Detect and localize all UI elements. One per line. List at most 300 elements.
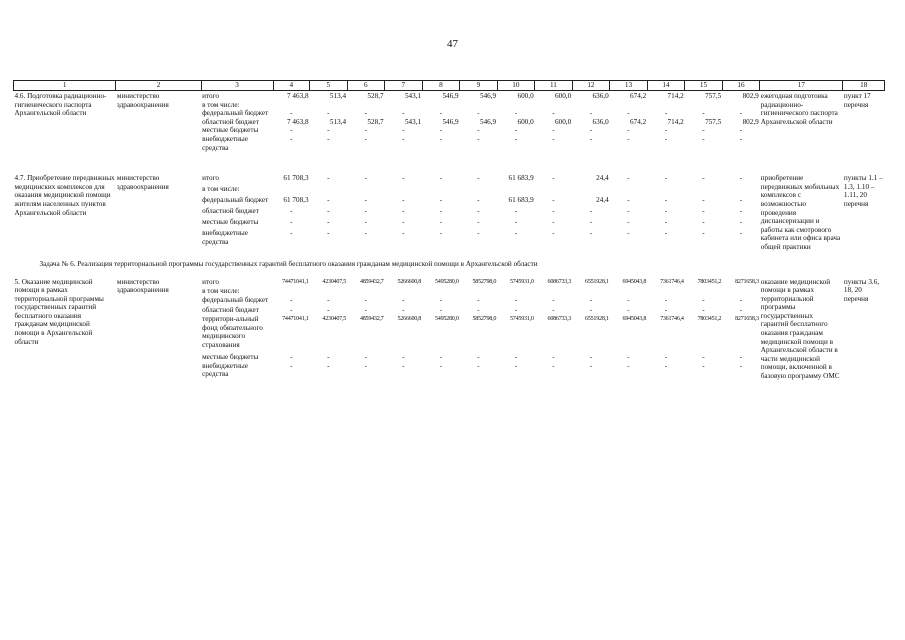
value-cell: - — [739, 109, 743, 118]
value-cell: - — [364, 296, 368, 305]
column-number-10: 10 — [497, 81, 535, 91]
list-reference: пункт 17 перечня — [843, 92, 871, 109]
value-cell: 802,9 — [742, 117, 759, 126]
value-cell: 636,0 — [592, 117, 609, 126]
value-cell: - — [589, 361, 593, 370]
value-cell: 543,1 — [404, 117, 422, 126]
program-table — [13, 80, 885, 381]
value-cell: - — [702, 174, 705, 183]
value-cell: - — [739, 296, 743, 305]
value-cell: - — [552, 361, 555, 370]
value-cell: 5852798,0 — [472, 316, 497, 322]
value-cell: - — [327, 196, 330, 205]
value-cell: 757,5 — [705, 92, 722, 100]
value-cell: 546,9 — [479, 92, 497, 100]
value-cell: - — [290, 352, 293, 361]
value-cell: - — [739, 229, 743, 238]
value-cell — [273, 287, 310, 296]
column-number-18: 18 — [843, 81, 885, 91]
value-cell: - — [552, 218, 555, 227]
value-cell: - — [627, 218, 630, 227]
value-cell: - — [402, 174, 405, 183]
value-cell: - — [477, 352, 480, 361]
value-cell — [722, 287, 760, 296]
value-cell: - — [402, 229, 405, 238]
value-cell: 61 708,3 — [283, 196, 309, 205]
value-cell: - — [702, 207, 705, 216]
value-cell: - — [589, 109, 593, 118]
value-cell: - — [364, 229, 368, 238]
value-cell: - — [402, 352, 405, 361]
value-cell: - — [514, 305, 518, 314]
column-number-11: 11 — [535, 81, 573, 91]
value-cell: 24,4 — [596, 174, 609, 183]
spacer-row — [14, 152, 885, 174]
value-cell: - — [552, 305, 555, 314]
value-cell: - — [589, 305, 593, 314]
value-cell — [685, 101, 723, 110]
value-cell: 74471041,1 — [282, 316, 309, 322]
expected-result: оказание медицинской помощи в рамках территориальной программы государственных гарантий бесплатного оказания гражданам медицинской помощи в Архангельской области в части медицинской помощи, включенной в базовую программу ОМС — [760, 277, 840, 381]
value-cell — [722, 185, 760, 196]
source-label: итого — [202, 174, 219, 183]
value-cell: - — [664, 126, 668, 135]
value-cell: 4859432,7 — [359, 278, 384, 285]
value-cell: - — [739, 126, 743, 135]
value-cell — [310, 185, 348, 196]
value-cell: 600,0 — [517, 92, 534, 100]
column-number-6: 6 — [347, 81, 385, 91]
value-cell: 6551928,1 — [585, 278, 609, 285]
value-cell: 757,5 — [705, 117, 722, 126]
value-cell: - — [327, 126, 330, 135]
column-number-1: 1 — [14, 81, 116, 91]
value-cell — [535, 101, 573, 110]
value-cell — [685, 185, 723, 196]
value-cell: 7803451,2 — [697, 278, 722, 285]
value-cell: - — [439, 207, 443, 216]
source-label: местные бюджеты — [202, 352, 259, 361]
value-cell: 5495280,0 — [434, 316, 459, 322]
value-cell — [647, 287, 685, 296]
value-cell: - — [739, 207, 743, 216]
value-cell: 600,0 — [555, 92, 572, 100]
value-cell: - — [439, 296, 443, 305]
value-cell: 7361746,4 — [660, 316, 684, 322]
value-cell: - — [589, 352, 593, 361]
value-cell: 74471041,1 — [282, 278, 309, 285]
source-label: внебюджетные средства — [202, 229, 248, 246]
column-number-4: 4 — [273, 81, 310, 91]
value-cell — [647, 101, 685, 110]
value-cell: - — [664, 109, 668, 118]
value-cell — [273, 101, 310, 110]
value-cell: - — [477, 126, 480, 135]
value-cell: - — [702, 126, 705, 135]
value-cell: 5745931,0 — [510, 316, 534, 322]
value-cell: - — [664, 305, 668, 314]
value-cell: - — [327, 218, 330, 227]
value-cell: - — [477, 207, 480, 216]
value-cell: - — [552, 296, 555, 305]
source-label: в том числе: — [202, 100, 240, 109]
value-cell: - — [439, 361, 443, 370]
value-cell: 5266600,8 — [397, 278, 422, 285]
value-cell: - — [514, 207, 518, 216]
value-cell: - — [290, 218, 293, 227]
value-cell: 5852798,0 — [472, 278, 497, 285]
value-cell: 674,2 — [630, 117, 647, 126]
value-cell: - — [514, 134, 518, 143]
value-cell: - — [552, 109, 555, 118]
value-cell: - — [664, 174, 668, 183]
value-cell: - — [627, 109, 630, 118]
column-number-16: 16 — [722, 81, 760, 91]
source-label: в том числе: — [202, 185, 240, 194]
value-cell: - — [477, 196, 480, 205]
column-number-2: 2 — [116, 81, 201, 91]
value-cell — [610, 287, 648, 296]
value-cell — [535, 185, 573, 196]
value-cell: 802,9 — [742, 92, 759, 100]
value-cell: - — [439, 218, 443, 227]
value-cell: 543,1 — [404, 92, 422, 100]
value-cell: 636,0 — [592, 92, 609, 100]
source-label: областной бюджет — [202, 207, 259, 216]
value-cell — [273, 185, 310, 196]
value-cell: - — [402, 196, 405, 205]
source-label: местные бюджеты — [202, 126, 259, 135]
value-cell: - — [739, 352, 743, 361]
value-cell: - — [364, 352, 368, 361]
value-cell — [647, 185, 685, 196]
value-cell: - — [702, 196, 705, 205]
value-cell: 4859432,7 — [359, 316, 384, 322]
value-cell: - — [514, 352, 518, 361]
value-cell — [347, 185, 385, 196]
value-cell: 513,4 — [329, 117, 347, 126]
value-cell: 5266600,8 — [397, 316, 422, 322]
value-cell: 546,9 — [442, 117, 459, 126]
value-cell: - — [739, 305, 743, 314]
value-cell: 6945043,8 — [622, 316, 647, 322]
source-label: областной бюджет — [202, 117, 259, 126]
value-cell: - — [552, 174, 555, 183]
value-cell: - — [664, 207, 668, 216]
value-cell: 4230407,5 — [322, 316, 347, 322]
value-cell: - — [552, 196, 555, 205]
value-cell: 8271658,3 — [735, 316, 759, 322]
value-cell — [422, 287, 460, 296]
value-cell: 24,4 — [596, 196, 609, 205]
value-cell: - — [327, 361, 330, 370]
value-cell: - — [552, 229, 555, 238]
value-cell: - — [514, 361, 518, 370]
measure-name: 4.6. Подготовка радиационно-гигиенического паспорта Архангельской области — [14, 92, 107, 118]
column-number-12: 12 — [572, 81, 610, 91]
value-cell: - — [627, 305, 630, 314]
column-number-8: 8 — [422, 81, 460, 91]
value-cell: - — [327, 305, 330, 314]
column-number-13: 13 — [610, 81, 648, 91]
value-cell: - — [439, 109, 443, 118]
value-cell: - — [290, 361, 293, 370]
value-cell: 600,0 — [517, 117, 534, 126]
value-cell: - — [439, 134, 443, 143]
value-cell: 714,2 — [667, 92, 684, 100]
value-cell: - — [290, 134, 293, 143]
value-cell: - — [327, 207, 330, 216]
value-cell — [310, 101, 348, 110]
value-cell: - — [439, 229, 443, 238]
value-cell: - — [477, 174, 480, 183]
value-cell: - — [627, 296, 630, 305]
column-number-15: 15 — [685, 81, 723, 91]
value-cell: 6551928,1 — [585, 316, 609, 322]
value-cell — [572, 185, 610, 196]
value-cell: - — [627, 361, 630, 370]
value-cell: - — [402, 207, 405, 216]
value-cell: - — [290, 126, 293, 135]
task-title: Задача № 6. Реализация территориальной программы государственных гарантий бесплатного оказания гражданам медицинской помощи в Архангельской области — [39, 260, 538, 269]
value-cell: - — [290, 296, 293, 305]
value-cell — [497, 287, 535, 296]
column-number-7: 7 — [385, 81, 423, 91]
executor: министерство здравоохранения — [116, 174, 169, 191]
value-cell: - — [477, 218, 480, 227]
value-cell — [497, 101, 535, 110]
value-cell: - — [514, 109, 518, 118]
value-cell: - — [552, 134, 555, 143]
list-reference: пункты 1.1 – 1.3, 1.10 – 1.11, 20 перечня — [843, 174, 883, 208]
value-cell — [310, 287, 348, 296]
expected-result: приобретение передвижных мобильных комплексов с возможностью проведения диспансеризации и работы как смотрового кабинета или офиса врача общей практики — [760, 174, 841, 251]
value-cell: - — [402, 126, 405, 135]
table-row — [14, 174, 885, 185]
value-cell: - — [589, 134, 593, 143]
value-cell: - — [402, 296, 405, 305]
value-cell — [422, 185, 460, 196]
value-cell: - — [702, 218, 705, 227]
measure-name: 4.7. Приобретение передвижных медицинских комплексов для оказания медицинской помощи жителям населенных пунктов Архангельской области — [14, 174, 115, 217]
value-cell: - — [364, 196, 368, 205]
value-cell: - — [739, 174, 743, 183]
value-cell: - — [364, 126, 368, 135]
value-cell: 546,9 — [442, 92, 459, 100]
value-cell: - — [739, 218, 743, 227]
value-cell — [460, 287, 498, 296]
value-cell: - — [702, 361, 705, 370]
value-cell: - — [702, 305, 705, 314]
source-label: федеральный бюджет — [202, 196, 269, 205]
value-cell: 6086733,3 — [547, 316, 572, 322]
value-cell: - — [477, 361, 480, 370]
value-cell: - — [739, 196, 743, 205]
value-cell: 61 708,3 — [283, 174, 309, 183]
value-cell: - — [402, 361, 405, 370]
value-cell: 6945043,8 — [622, 278, 647, 285]
source-label: итого — [202, 92, 219, 100]
value-cell: - — [364, 207, 368, 216]
value-cell: - — [290, 229, 293, 238]
value-cell: - — [552, 352, 555, 361]
executor: министерство здравоохранения — [116, 277, 169, 295]
value-cell: - — [702, 229, 705, 238]
value-cell: - — [477, 229, 480, 238]
value-cell: - — [477, 305, 480, 314]
value-cell: - — [552, 207, 555, 216]
value-cell: - — [477, 134, 480, 143]
value-cell: 7 463,8 — [287, 117, 309, 126]
value-cell: - — [290, 305, 293, 314]
value-cell: - — [514, 218, 518, 227]
page-number: 47 — [447, 38, 458, 50]
source-label: местные бюджеты — [202, 218, 259, 227]
list-reference: пункты 3.6, 18, 20 перечня — [843, 277, 880, 303]
value-cell: 5495280,0 — [434, 278, 459, 285]
value-cell: - — [439, 352, 443, 361]
value-cell: - — [664, 134, 668, 143]
value-cell: - — [702, 134, 705, 143]
source-label: внебюджетные средства — [202, 134, 248, 152]
value-cell: - — [627, 174, 630, 183]
value-cell: 7803451,2 — [697, 316, 722, 322]
value-cell: 7 463,8 — [287, 92, 309, 100]
value-cell: - — [514, 229, 518, 238]
value-cell — [347, 101, 385, 110]
executor: министерство здравоохранения — [116, 92, 169, 109]
column-number-9: 9 — [460, 81, 498, 91]
value-cell — [385, 287, 423, 296]
value-cell: - — [327, 134, 330, 143]
value-cell: - — [514, 126, 518, 135]
value-cell: - — [627, 207, 630, 216]
value-cell: 5745931,0 — [510, 278, 534, 285]
value-cell: - — [664, 218, 668, 227]
value-cell: - — [402, 218, 405, 227]
source-label: федеральный бюджет — [202, 296, 269, 305]
source-label: в том числе: — [202, 286, 240, 295]
value-cell: - — [627, 196, 630, 205]
value-cell: 6086733,3 — [547, 278, 572, 285]
value-cell: - — [364, 174, 368, 183]
value-cell: - — [327, 352, 330, 361]
value-cell: - — [364, 305, 368, 314]
value-cell — [497, 185, 535, 196]
value-cell — [572, 287, 610, 296]
value-cell: 600,0 — [555, 117, 572, 126]
value-cell: - — [439, 196, 443, 205]
task-row — [14, 252, 885, 278]
value-cell — [685, 287, 723, 296]
header-row — [14, 81, 885, 91]
value-cell — [385, 101, 423, 110]
value-cell: - — [327, 229, 330, 238]
value-cell — [610, 185, 648, 196]
source-label: итого — [202, 277, 219, 286]
column-number-5: 5 — [310, 81, 348, 91]
source-label: областной бюджет — [202, 305, 259, 314]
value-cell: - — [664, 196, 668, 205]
value-cell — [460, 185, 498, 196]
measure-name: 5. Оказание медицинской помощи в рамках территориальной программы государственных гарантий бесплатного оказания гражданам медицинской помощи в Архангельской области — [14, 277, 104, 346]
value-cell: - — [589, 229, 593, 238]
source-label: территори-альный фонд обязательного медицинского страхования — [202, 315, 263, 349]
value-cell — [610, 101, 648, 110]
value-cell: - — [477, 296, 480, 305]
value-cell: - — [702, 296, 705, 305]
value-cell: 61 683,9 — [508, 196, 534, 205]
value-cell: 528,7 — [367, 92, 384, 100]
value-cell: - — [739, 361, 743, 370]
value-cell: - — [364, 134, 368, 143]
value-cell: - — [402, 109, 405, 118]
value-cell: - — [664, 352, 668, 361]
value-cell: - — [702, 109, 705, 118]
value-cell: - — [664, 296, 668, 305]
value-cell: 528,7 — [367, 117, 384, 126]
value-cell: - — [589, 207, 593, 216]
value-cell: - — [589, 126, 593, 135]
source-label: внебюджетные средства — [202, 361, 248, 379]
value-cell: - — [327, 296, 330, 305]
value-cell: - — [514, 296, 518, 305]
value-cell: - — [627, 126, 630, 135]
value-cell: - — [439, 174, 443, 183]
value-cell — [535, 287, 573, 296]
column-number-17: 17 — [760, 81, 843, 91]
value-cell: - — [627, 352, 630, 361]
column-number-14: 14 — [647, 81, 685, 91]
source-label: федеральный бюджет — [202, 109, 269, 118]
value-cell: - — [439, 126, 443, 135]
column-number-3: 3 — [201, 81, 273, 91]
value-cell: - — [290, 207, 293, 216]
table-row — [14, 278, 885, 287]
table-row — [14, 91, 885, 101]
value-cell: 61 683,9 — [508, 174, 534, 183]
value-cell: - — [589, 218, 593, 227]
value-cell: - — [402, 134, 405, 143]
value-cell — [422, 101, 460, 110]
value-cell: 513,4 — [329, 92, 347, 100]
expected-result: ежегодная подготовка радиационно-гигиенического паспорта Архангельской области — [760, 92, 838, 126]
value-cell: - — [290, 109, 293, 118]
value-cell: - — [327, 109, 330, 118]
value-cell: - — [364, 218, 368, 227]
value-cell: 674,2 — [630, 92, 647, 100]
value-cell: - — [477, 109, 480, 118]
value-cell: - — [327, 174, 330, 183]
value-cell: 4230407,5 — [322, 278, 347, 285]
value-cell: - — [664, 229, 668, 238]
value-cell: - — [439, 305, 443, 314]
value-cell: - — [664, 361, 668, 370]
value-cell: - — [364, 361, 368, 370]
value-cell: - — [552, 126, 555, 135]
value-cell: - — [589, 296, 593, 305]
value-cell — [347, 287, 385, 296]
value-cell — [722, 101, 760, 110]
value-cell: - — [627, 134, 630, 143]
value-cell — [385, 185, 423, 196]
value-cell: - — [739, 134, 743, 143]
value-cell — [460, 101, 498, 110]
value-cell — [572, 101, 610, 110]
value-cell: - — [627, 229, 630, 238]
value-cell: 546,9 — [479, 117, 497, 126]
value-cell: - — [364, 109, 368, 118]
